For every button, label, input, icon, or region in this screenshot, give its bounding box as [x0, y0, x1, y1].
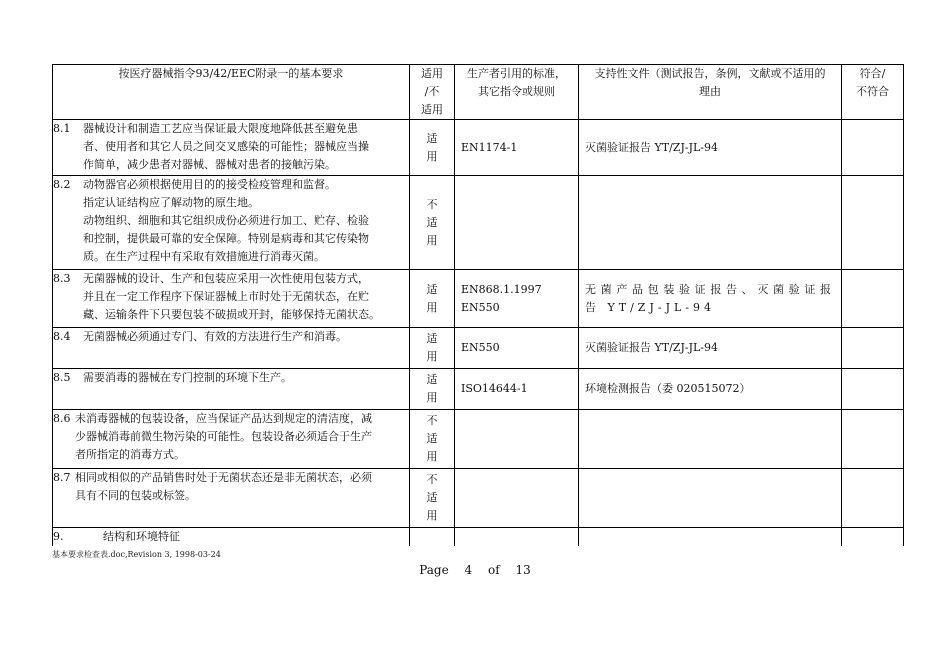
applicable-cell: 适 用 — [410, 369, 455, 410]
requirement-number: 8.7 — [53, 471, 71, 484]
conformity-cell — [842, 369, 904, 410]
conformity-cell — [842, 270, 904, 328]
page-of-label: of — [488, 563, 500, 577]
header-applicable: 适用 /不 适用 — [410, 65, 455, 120]
applicable-cell: 适 用 — [410, 270, 455, 328]
standards-cell: EN1174-1 — [455, 120, 579, 176]
table-header-row — [53, 65, 904, 120]
header-conformity: 符合/ 不符合 — [842, 65, 904, 120]
requirement-cell: 8.7 相同或相似的产品销售时处于无菌状态还是非无菌状态，必须 具有不同的包装或标签。 — [53, 469, 410, 528]
conformity-cell — [842, 410, 904, 469]
document-cell — [579, 410, 842, 469]
requirement-cell: 8.1 器械设计和制造工艺应当保证最大限度地降低甚至避免患 者、使用者和其它人员之间交叉感染的可能性；器械应当操 作简单，减少患者对器械、器械对患者的接触污染。 — [53, 120, 410, 176]
conformity-cell — [842, 120, 904, 176]
requirement-cell: 8.4 无菌器械必须通过专门、有效的方法进行生产和消毒。 — [53, 328, 410, 369]
applicable-cell: 适 用 — [410, 120, 455, 176]
applicable-cell: 不 适 用 — [410, 410, 455, 469]
document-cell — [579, 176, 842, 270]
page-current: 4 — [464, 563, 473, 577]
requirement-cell: 8.6 未消毒器械的包装设备，应当保证产品达到规定的清洁度，减 少器械消毒前微生物污染的可能性。包装设备必须适合于生产 者所指定的消毒方式。 — [53, 410, 410, 469]
table-row — [53, 176, 904, 270]
requirement-number: 8.1 — [53, 122, 71, 135]
table-row — [53, 369, 904, 410]
table-row — [53, 410, 904, 469]
requirement-cell: 8.3 无菌器械的设计、生产和包装应采用一次性使用包装方式， 并且在一定工作程序下保证器械上市时处于无菌状态，在贮 藏、运输条件下只要包装不破损或开封，能够保持无菌状态。 — [53, 270, 410, 328]
document-cell: 无菌产品包装验证报告、灭菌验证报告 YT/ZJ-JL-94 — [579, 270, 842, 328]
applicable-cell: 适 用 — [410, 328, 455, 369]
header-standards: 生产者引用的标准， 其它指令或规则 — [455, 65, 579, 120]
requirement-number: 8.2 — [53, 178, 71, 191]
requirement-cell: 8.2 动物器官必须根据使用目的的接受检疫管理和监督。 指定认证结构应了解动物的原生地。 动物组织、细胞和其它组织成份必须进行加工、贮存、检验 和控制，提供最可靠的安全保障。特别是病毒和其它传染物 质。在生产过程中有采取有效措施进行消毒灭菌。 — [53, 176, 410, 270]
requirement-number: 8.4 — [53, 330, 71, 343]
document-revision-info: 基本要求检查表.doc,Revision 3, 1998-03-24 — [52, 550, 221, 559]
document-cell — [579, 528, 842, 547]
standards-cell — [455, 410, 579, 469]
table-row — [53, 528, 904, 547]
standards-cell — [455, 176, 579, 270]
table-row — [53, 120, 904, 176]
conformity-cell — [842, 469, 904, 528]
header-documents: 支持性文件（测试报告，条例，文献或不适用的 理由 — [579, 65, 842, 120]
page-label: Page — [419, 563, 449, 577]
document-cell: 环境检测报告（委 020515072） — [579, 369, 842, 410]
standards-cell: EN550 — [455, 328, 579, 369]
table-row — [53, 328, 904, 369]
standards-cell — [455, 469, 579, 528]
document-cell: 灭菌验证报告 YT/ZJ-JL-94 — [579, 120, 842, 176]
requirement-cell: 9. 结构和环境特征 — [53, 528, 410, 547]
requirement-number: 8.3 — [53, 272, 71, 285]
header-requirement: 按医疗器械指令93/42/EEC附录一的基本要求 — [53, 65, 410, 120]
page-total: 13 — [515, 563, 531, 577]
page-number — [0, 563, 950, 577]
requirements-table — [52, 64, 904, 546]
requirement-number: 8.5 — [53, 371, 71, 384]
conformity-cell — [842, 328, 904, 369]
table-row — [53, 469, 904, 528]
conformity-cell — [842, 528, 904, 547]
applicable-cell: 不 适 用 — [410, 176, 455, 270]
applicable-cell — [410, 528, 455, 547]
standards-cell: EN868.1.1997 EN550 — [455, 270, 579, 328]
conformity-cell — [842, 176, 904, 270]
standards-cell — [455, 528, 579, 547]
requirement-number: 9. — [53, 530, 64, 543]
applicable-cell: 不 适 用 — [410, 469, 455, 528]
document-cell — [579, 469, 842, 528]
document-cell: 灭菌验证报告 YT/ZJ-JL-94 — [579, 328, 842, 369]
table-row — [53, 270, 904, 328]
requirement-number: 8.6 — [53, 412, 71, 425]
requirement-cell: 8.5 需要消毒的器械在专门控制的环境下生产。 — [53, 369, 410, 410]
standards-cell: ISO14644-1 — [455, 369, 579, 410]
